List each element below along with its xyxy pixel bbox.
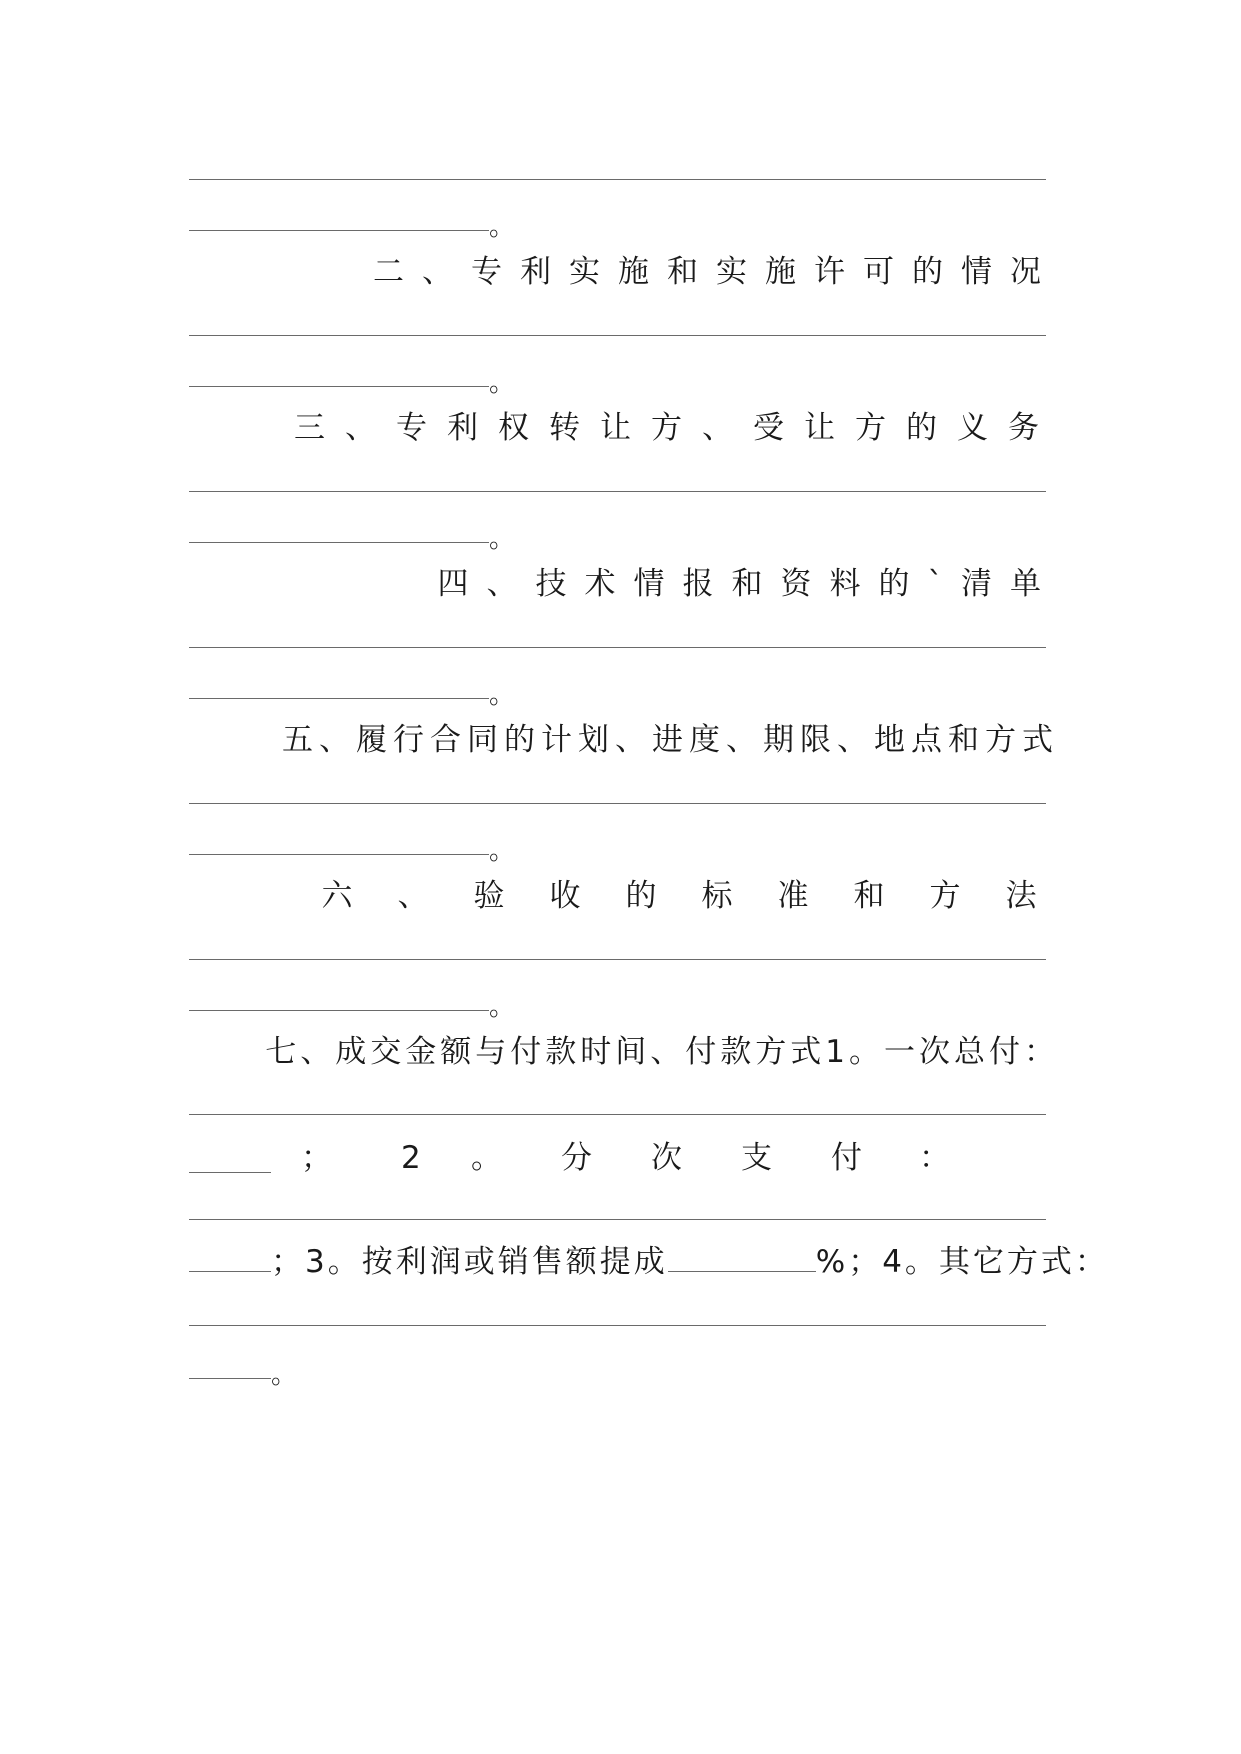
- fill-in-line: [189, 386, 489, 387]
- fill-in-line: [189, 1219, 1046, 1220]
- fill-in-line: [189, 179, 1046, 180]
- heading-char: 收: [549, 878, 581, 914]
- fill-in-line: [189, 1325, 1046, 1326]
- fill-in-line: [189, 1378, 271, 1379]
- payment-option-4-text: %；4。其它方式：: [815, 1244, 1109, 1280]
- fill-in-line: [189, 959, 1046, 960]
- sentence-period: 。: [489, 992, 516, 1022]
- clause-heading-2: 二、专利实施和实施许可的情况: [373, 254, 1059, 290]
- payment-line-2-part: 次: [651, 1140, 682, 1176]
- fill-in-line: [189, 1172, 271, 1173]
- payment-line-2-part: ；: [301, 1140, 332, 1176]
- heading-char: 标: [701, 878, 733, 914]
- payment-line-2-part: ：: [919, 1140, 950, 1176]
- fill-in-line: [189, 803, 1046, 804]
- payment-option-3-text: ；3。按利润或销售额提成: [271, 1244, 668, 1280]
- fill-in-line: [189, 1114, 1046, 1115]
- payment-line-3: [189, 1242, 1109, 1282]
- fill-in-line: [189, 542, 489, 543]
- heading-char: 、: [397, 878, 429, 914]
- payment-line-2-part: 。: [471, 1140, 502, 1176]
- fill-in-line: [189, 1010, 489, 1011]
- fill-in-line: [189, 230, 489, 231]
- fill-in-line: [189, 335, 1046, 336]
- heading-char: 的: [625, 878, 657, 914]
- heading-char: 验: [473, 878, 505, 914]
- payment-line-2-part: 支: [741, 1140, 772, 1176]
- sentence-period: 。: [489, 368, 516, 398]
- heading-char: 和: [853, 878, 885, 914]
- sentence-period: 。: [489, 524, 516, 554]
- clause-heading-6: [189, 876, 1059, 916]
- clause-heading-4: 四、技术情报和资料的`清单: [437, 566, 1059, 602]
- sentence-period: 。: [489, 680, 516, 710]
- heading-char: 准: [777, 878, 809, 914]
- fill-in-line: [189, 1249, 271, 1272]
- sentence-period: 。: [489, 212, 516, 242]
- clause-heading-5: 五、履行合同的计划、进度、期限、地点和方式: [282, 722, 1059, 758]
- clause-heading-7: 七、成交金额与付款时间、付款方式1。一次总付：: [265, 1034, 1059, 1070]
- fill-in-line: [668, 1249, 816, 1272]
- payment-line-2-part: 付: [831, 1140, 862, 1176]
- fill-in-line: [189, 491, 1046, 492]
- fill-in-line: [189, 647, 1046, 648]
- payment-line-2-part: 分: [561, 1140, 592, 1176]
- fill-in-line: [189, 854, 489, 855]
- payment-line-2-part: 2: [401, 1140, 421, 1176]
- heading-char: 六: [321, 878, 353, 914]
- clause-heading-3: 三、专利权转让方、受让方的义务: [294, 410, 1059, 446]
- sentence-period: 。: [489, 836, 516, 866]
- heading-char: 方: [929, 878, 961, 914]
- sentence-period: 。: [271, 1360, 298, 1390]
- heading-char: 法: [1005, 878, 1037, 914]
- fill-in-line: [189, 698, 489, 699]
